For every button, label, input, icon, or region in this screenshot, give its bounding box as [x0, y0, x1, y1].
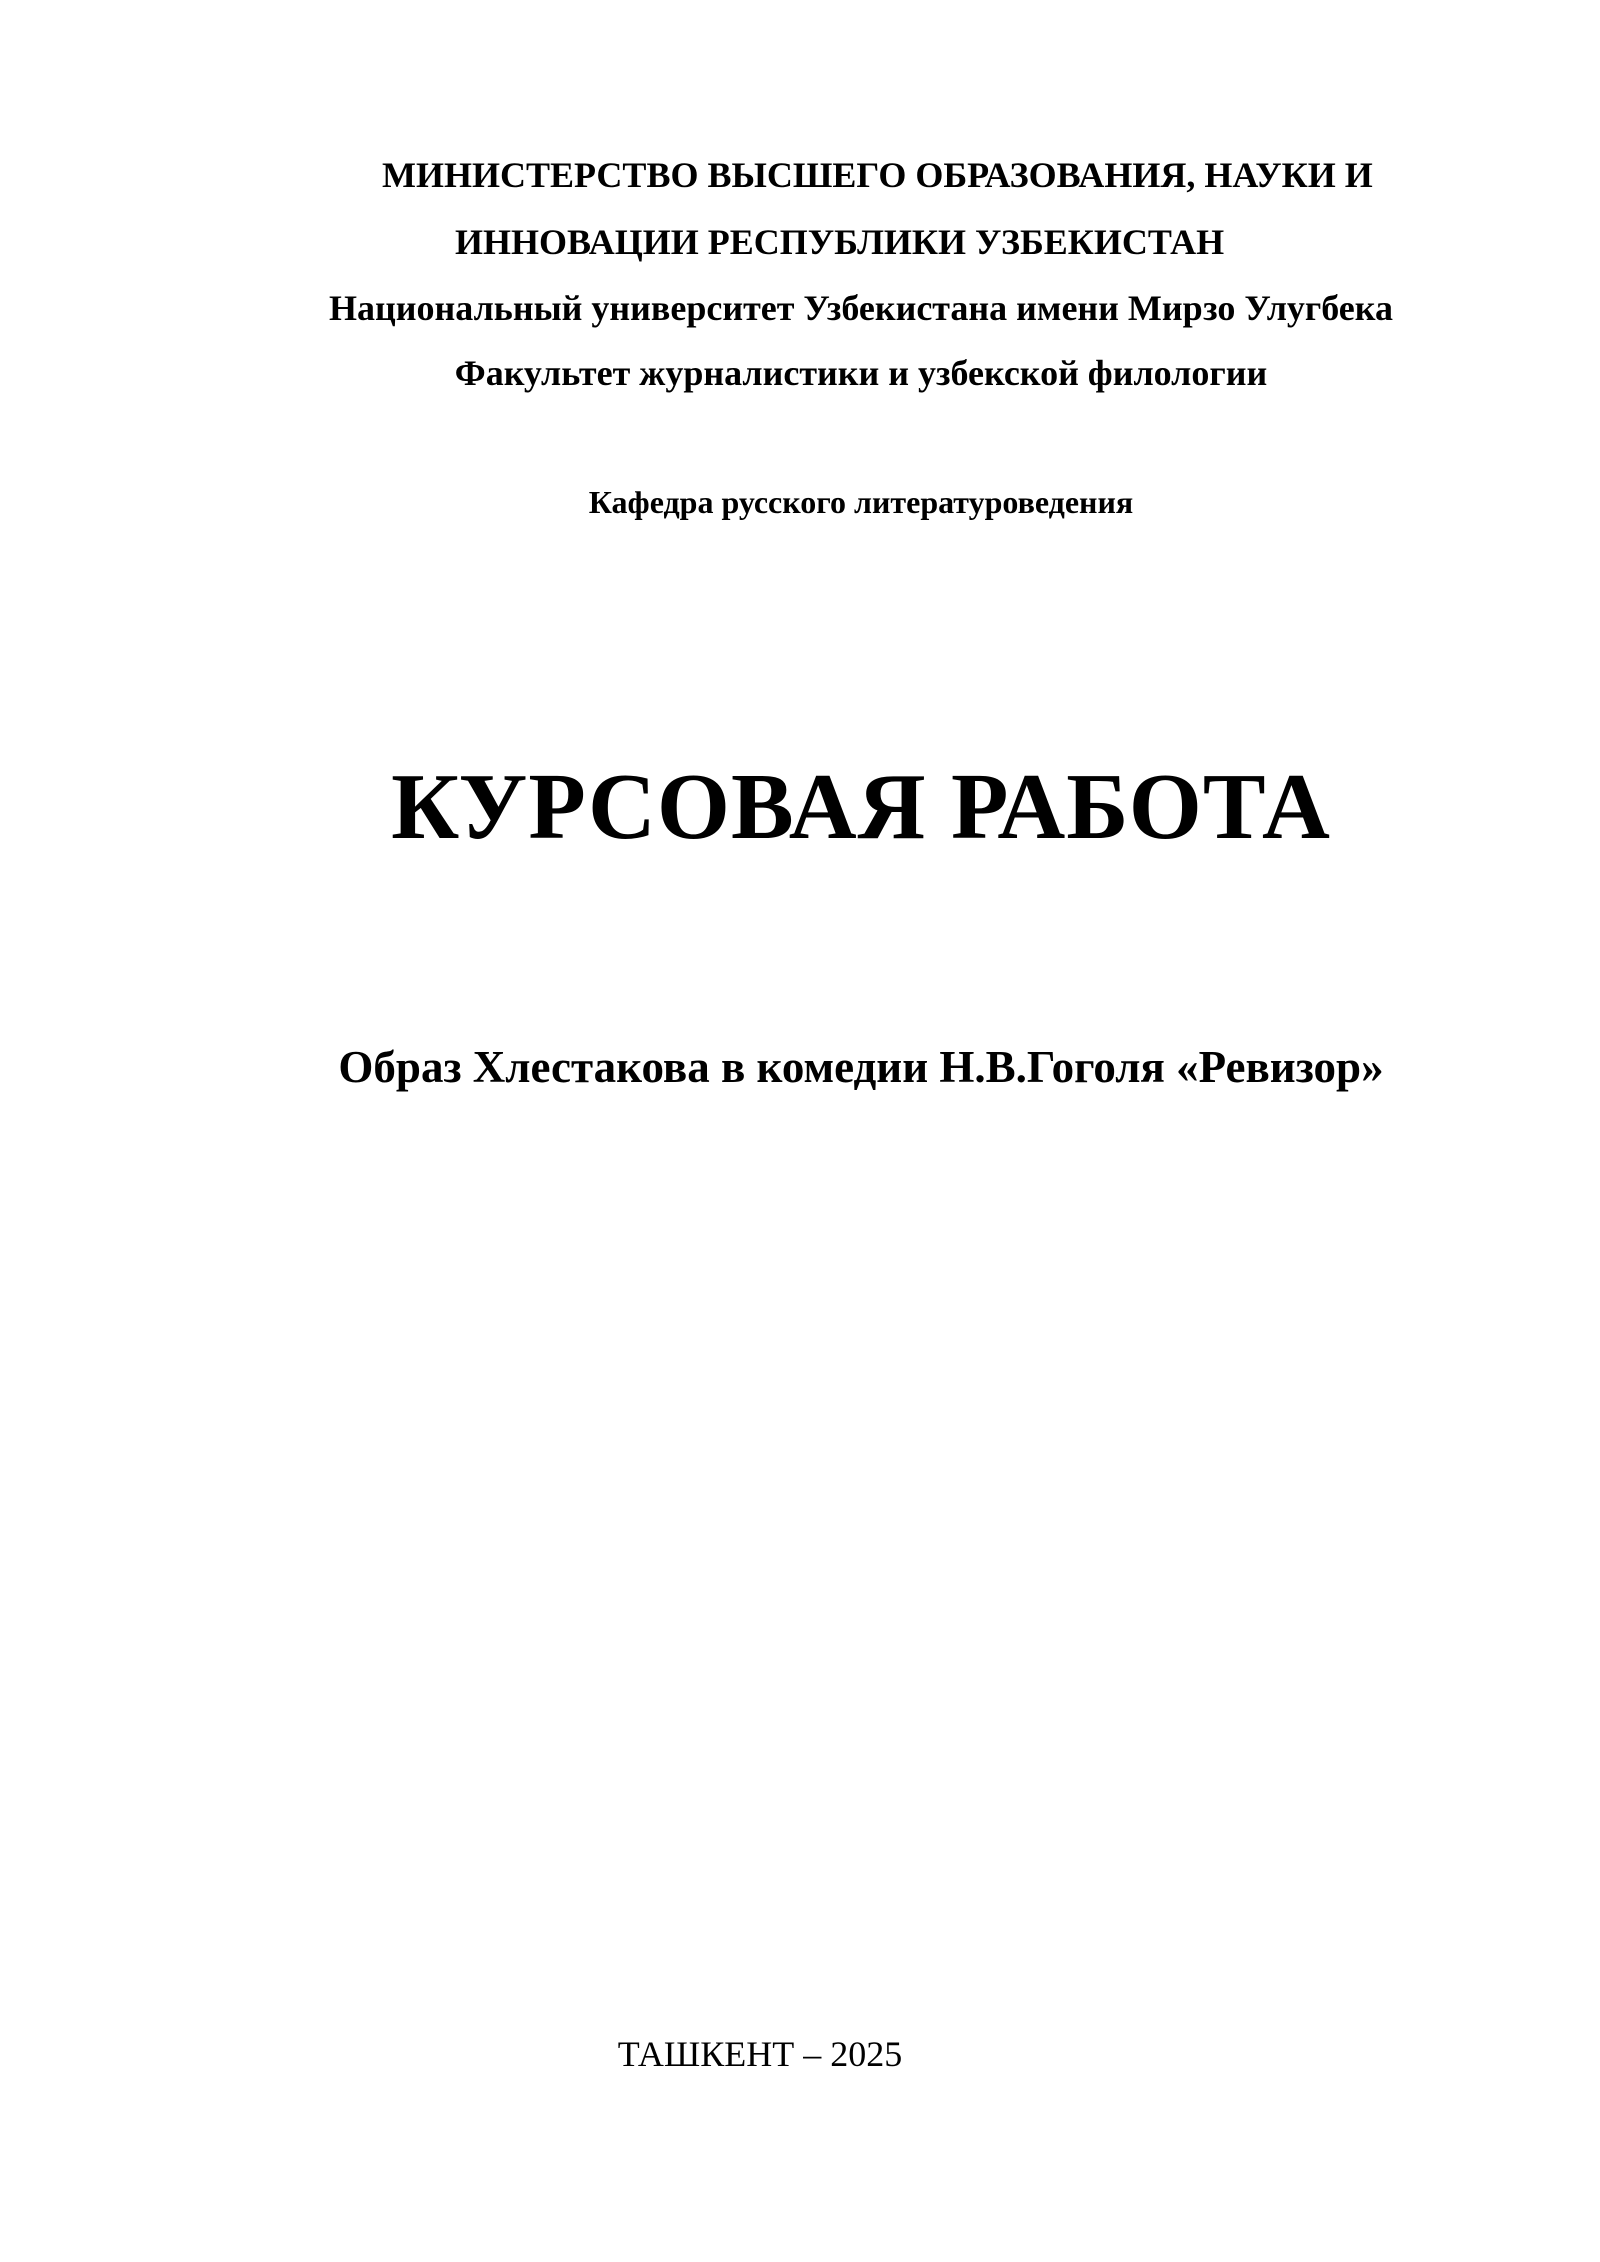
- department-name: Кафедра русского литературоведения: [588, 484, 1134, 520]
- ministry-name-line-2: ИННОВАЦИИ РЕСПУБЛИКИ УЗБЕКИСТАН: [455, 222, 1225, 262]
- city-year: ТАШКЕНТ – 2025: [617, 2034, 903, 2074]
- university-name: Национальный университет Узбекистана имени Мирзо Улугбека: [329, 288, 1393, 328]
- coursework-topic: Образ Хлестакова в комедии Н.В.Гоголя «Ревизор»: [338, 1042, 1384, 1092]
- ministry-name-line-1: МИНИСТЕРСТВО ВЫСШЕГО ОБРАЗОВАНИЯ, НАУКИ И: [382, 155, 1373, 195]
- document-title: КУРСОВАЯ РАБОТА: [391, 755, 1331, 859]
- faculty-name: Факультет журналистики и узбекской филологии: [454, 353, 1268, 393]
